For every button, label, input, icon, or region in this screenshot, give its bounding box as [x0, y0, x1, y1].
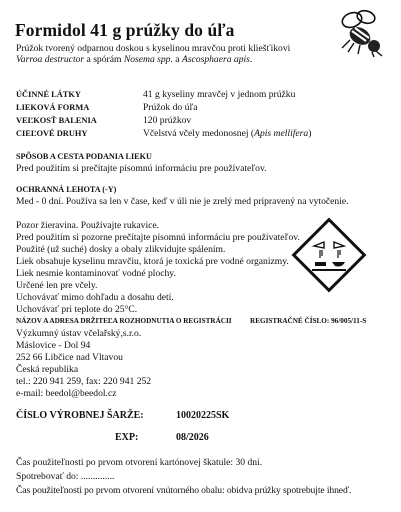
spec-value-species [143, 128, 311, 139]
admin-text: Pred použitím si prečítajte písomnú informáciu pre používateľov. [16, 163, 267, 174]
warning-line: Uchovávať pri teplote do 25°C. [16, 304, 138, 315]
admin-heading: SPÔSOB A CESTA PODANIA LIEKU [16, 152, 152, 161]
exp-value: 08/2026 [176, 432, 209, 443]
corrosive-hazard-icon [290, 216, 368, 294]
spec-label-size: VEĽKOSŤ BALENIA [16, 116, 97, 125]
intro-line-2 [16, 54, 252, 65]
spec-label-active: ÚČINNÉ LÁTKY [16, 90, 81, 99]
intro-organism-1: Varroa destructor [16, 54, 85, 65]
holder-line: e-mail: beedol@beedol.cz [16, 388, 117, 399]
bee-logo-icon [330, 6, 390, 58]
intro-text-c: . [249, 54, 253, 65]
holder-line: 252 66 Libčice nad Vltavou [16, 352, 123, 363]
intro-line-1: Prúžok tvorený odparnou doskou s kyselinou mravčou proti kliešťikovi [16, 43, 291, 54]
footer-line: Spotrebovať do: .............. [16, 471, 115, 482]
exp-label: EXP: [115, 432, 139, 443]
holder-line: Výzkumný ústav včelařský,s.r.o. [16, 328, 142, 339]
footer-line: Čas použiteľnosti po prvom otvorení vnútorného obalu: obidva prúžky spotrebujte ihneď. [16, 485, 352, 496]
warning-line: Určené len pre včely. [16, 280, 98, 291]
warning-line: Uchovávať mimo dohľadu a dosahu detí. [16, 292, 174, 303]
spec-label-species: CIEĽOVÉ DRUHY [16, 129, 88, 138]
warning-line: Použité (už suché) dosky a obaly zlikvidujte spálením. [16, 244, 226, 255]
intro-organism-3: Ascosphaera apis [181, 54, 250, 65]
holder-line: Česká republika [16, 364, 79, 375]
batch-label: ČÍSLO VÝROBNEJ ŠARŽE: [16, 410, 144, 421]
warning-line: Liek obsahuje kyselinu mravčiu, ktorá je toxická pre vodné organizmy. [16, 256, 289, 267]
registration-number: REGISTRAČNÉ ČÍSLO: 96/005/11-S [250, 317, 367, 325]
spec-value-active: 41 g kyseliny mravčej v jednom prúžku [143, 89, 296, 100]
warning-line: Pozor žieravina. Používajte rukavice. [16, 220, 160, 231]
product-title: Formidol 41 g prúžky do úľa [15, 20, 235, 40]
holder-line: tel.: 220 941 259, fax: 220 941 252 [16, 376, 152, 387]
spec-value-size: 120 prúžkov [143, 115, 192, 126]
holder-heading: NÁZOV A ADRESA DRŽITEĽA ROZHODNUTIA O REGISTRÁCII [16, 317, 232, 325]
withdrawal-text: Med - 0 dní. Používa sa len v čase, keď v úli nie je zrelý med pripravený na vytočenie. [16, 196, 349, 207]
spec-species-latin: Apis mellifera [254, 128, 309, 139]
spec-value-form: Prúžok do úľa [143, 102, 198, 113]
intro-text-b: a [172, 54, 182, 65]
spec-species-text: Včelstvá včely medonosnej ( [143, 128, 255, 139]
footer-line: Čas použiteľnosti po prvom otvorení kartónovej škatule: 30 dní. [16, 457, 263, 468]
withdrawal-heading: OCHRANNÁ LEHOTA (-Y) [16, 185, 117, 194]
intro-organism-2: Nosema spp. [123, 54, 173, 65]
intro-text-a: a spórám [84, 54, 124, 65]
spec-label-form: LIEKOVÁ FORMA [16, 103, 90, 112]
spec-species-end: ) [308, 128, 312, 139]
holder-line: Máslovice - Dol 94 [16, 340, 91, 351]
batch-value: 10020225SK [176, 410, 230, 421]
warning-line: Pred použitím si pozorne prečítajte písomnú informáciu pre používateľov. [16, 232, 300, 243]
warning-line: Liek nesmie kontaminovať vodné plochy. [16, 268, 176, 279]
